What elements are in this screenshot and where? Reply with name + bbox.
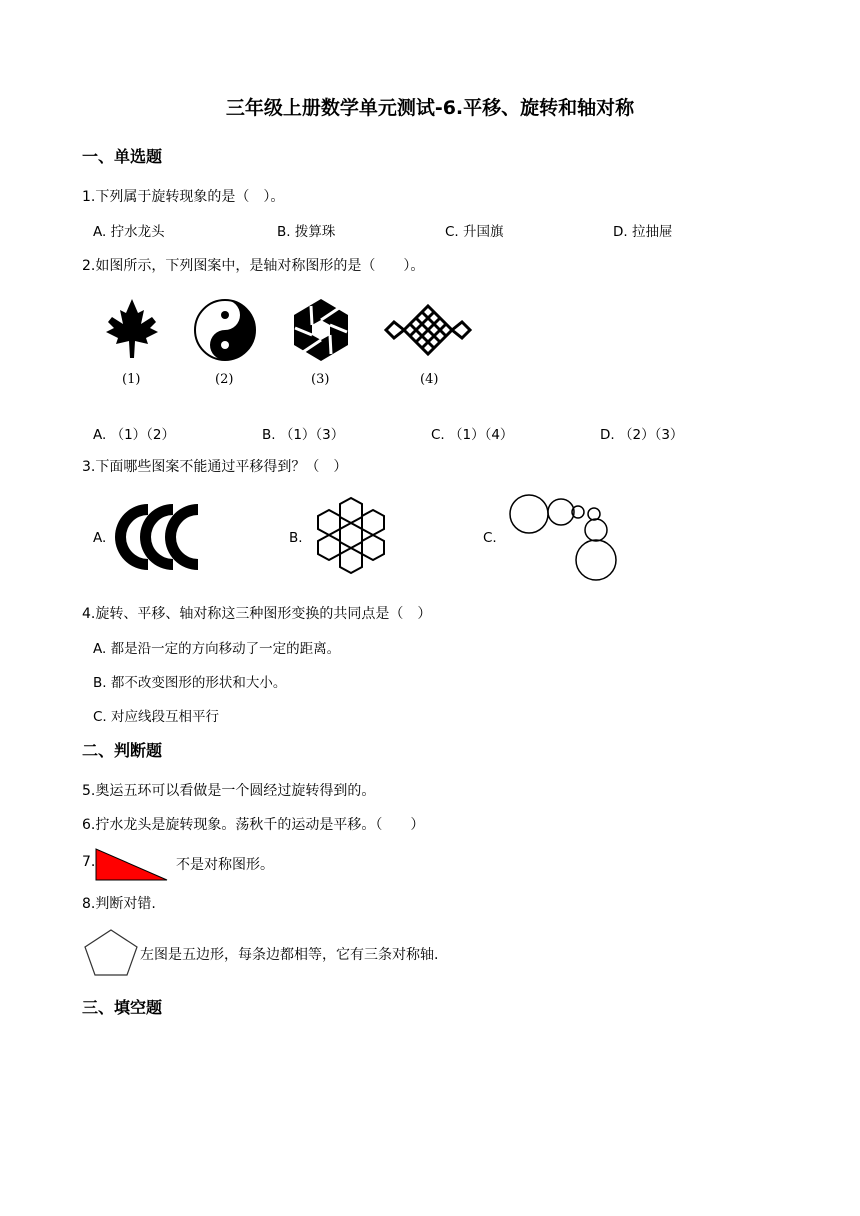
question-6: 6.拧水龙头是旋转现象。荡秋千的运动是平移。（ ） (82, 817, 425, 833)
maple-leaf-icon (106, 299, 158, 358)
q4-option-c: C. 对应线段互相平行 (93, 709, 220, 725)
question-3: 3.下面哪些图案不能通过平移得到？（ ） (82, 459, 348, 475)
yin-yang-icon (195, 300, 255, 360)
q1-option-a: A. 拧水龙头 (93, 224, 165, 240)
pentagon-figure (82, 928, 140, 978)
q2-option-d: D. （2）（3） (600, 427, 684, 443)
q1-option-b: B. 拨算珠 (277, 224, 336, 240)
section-heading-fill-blank: 三、填空题 (82, 998, 163, 1017)
q2-figures (95, 298, 480, 393)
question-7-number: 7. (82, 854, 96, 870)
figure-label-2: (2) (215, 372, 234, 387)
q2-option-c: C. （1）（4） (431, 427, 514, 443)
section-heading-single-choice: 一、单选题 (82, 147, 163, 166)
figure-label-1: (1) (122, 372, 141, 387)
chinese-knot-icon (386, 306, 470, 354)
red-triangle-figure (95, 848, 170, 882)
question-8: 8.判断对错. (82, 896, 156, 912)
figure-label-3: (3) (311, 372, 330, 387)
q1-option-d: D. 拉抽屉 (613, 224, 673, 240)
question-5: 5.奥运五环可以看做是一个圆经过旋转得到的。 (82, 783, 376, 799)
q2-option-b: B. （1）（3） (262, 427, 345, 443)
q2-option-a: A. （1）（2） (93, 427, 176, 443)
q1-option-c: C. 升国旗 (445, 224, 504, 240)
figure-label-4: (4) (420, 372, 439, 387)
q3-option-c: C. (483, 530, 497, 546)
q3-option-a: A. (93, 530, 107, 546)
q3-figure-c-circles (508, 492, 620, 584)
q3-option-b: B. (289, 530, 303, 546)
hexagon-aperture-icon (294, 299, 348, 361)
q3-figure-a (116, 502, 201, 572)
page-title: 三年级上册数学单元测试-6.平移、旋转和轴对称 (225, 97, 635, 119)
question-7-text: 不是对称图形。 (176, 857, 274, 873)
question-1: 1.下列属于旋转现象的是（ ）。 (82, 189, 285, 205)
question-8-statement: 左图是五边形，每条边都相等，它有三条对称轴. (140, 947, 439, 963)
question-2: 2.如图所示，下列图案中，是轴对称图形的是（ ）。 (82, 258, 425, 274)
question-4: 4.旋转、平移、轴对称这三种图形变换的共同点是（ ） (82, 606, 432, 622)
section-heading-true-false: 二、判断题 (82, 741, 163, 760)
q4-option-b: B. 都不改变图形的形状和大小。 (93, 675, 287, 691)
q3-figure-b-honeycomb (305, 492, 397, 584)
q4-option-a: A. 都是沿一定的方向移动了一定的距离。 (93, 641, 341, 657)
